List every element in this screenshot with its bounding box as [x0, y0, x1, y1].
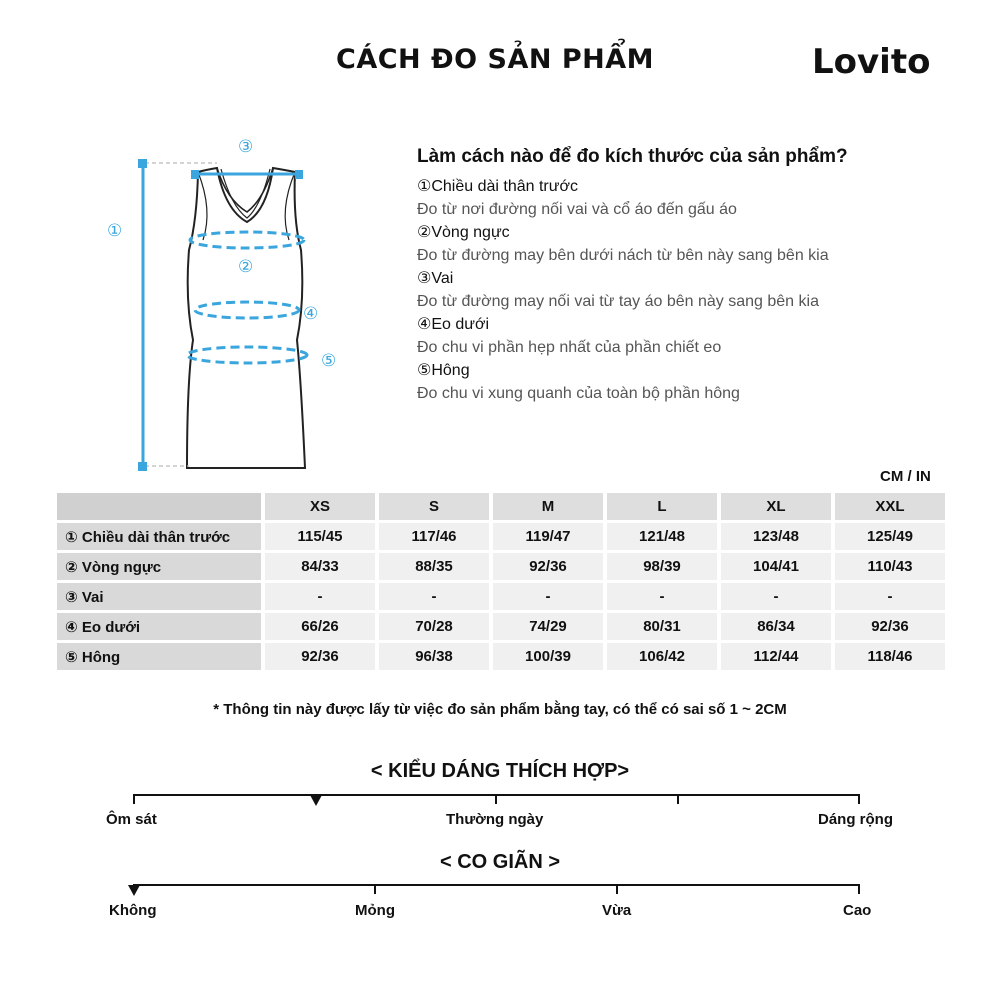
- size-header: XXL: [835, 493, 945, 520]
- row-label: ① Chiều dài thân trước: [57, 523, 261, 550]
- dress-outline: [187, 168, 305, 468]
- guide-item-desc: Đo từ đường may bên dưới nách từ bên này sang bên kia: [417, 247, 829, 264]
- page-title: CÁCH ĐO SẢN PHẨM: [336, 44, 654, 75]
- table-cell: 112/44: [721, 643, 831, 670]
- brand-logo: Lovito: [812, 42, 931, 82]
- stretch-tick: [374, 884, 376, 894]
- table-cell: 84/33: [265, 553, 375, 580]
- fit-tick: [133, 794, 135, 804]
- size-header: XL: [721, 493, 831, 520]
- fit-label-tight: Ôm sát: [106, 811, 157, 828]
- stretch-tick: [858, 884, 860, 894]
- guide-item-desc: Đo chu vi xung quanh của toàn bộ phần hông: [417, 385, 740, 402]
- table-row: [57, 553, 945, 580]
- fit-label-loose: Dáng rộng: [818, 811, 893, 828]
- table-cell: 104/41: [721, 553, 831, 580]
- table-cell: -: [265, 583, 375, 610]
- fit-tick: [858, 794, 860, 804]
- stretch-label-low: Mỏng: [355, 902, 395, 919]
- table-cell: -: [607, 583, 717, 610]
- table-cell: 96/38: [379, 643, 489, 670]
- table-row: [57, 613, 945, 640]
- size-header: S: [379, 493, 489, 520]
- fit-tick: [677, 794, 679, 804]
- table-cell: 119/47: [493, 523, 603, 550]
- fit-marker-icon: [310, 795, 322, 806]
- table-row: [57, 583, 945, 610]
- stretch-scale-title: < CO GIÃN >: [439, 851, 561, 873]
- table-cell: 86/34: [721, 613, 831, 640]
- table-corner-cell: [57, 493, 261, 520]
- table-header-row: [57, 493, 945, 520]
- stretch-label-none: Không: [109, 902, 157, 919]
- table-cell: 100/39: [493, 643, 603, 670]
- fit-label-regular: Thường ngày: [446, 811, 544, 828]
- table-cell: 106/42: [607, 643, 717, 670]
- guide-item-title: ③Vai: [417, 270, 454, 287]
- size-header: M: [493, 493, 603, 520]
- guide-item-title: ⑤Hông: [417, 362, 470, 379]
- guide-item-desc: Đo từ nơi đường nối vai và cổ áo đến gấu áo: [417, 201, 737, 218]
- table-cell: 88/35: [379, 553, 489, 580]
- stretch-scale-line: [133, 884, 860, 886]
- table-cell: -: [835, 583, 945, 610]
- guide-item-title: ④Eo dưới: [417, 316, 490, 333]
- row-label: ④ Eo dưới: [57, 613, 261, 640]
- table-cell: 121/48: [607, 523, 717, 550]
- size-header: XS: [265, 493, 375, 520]
- table-row: [57, 643, 945, 670]
- table-cell: 92/36: [265, 643, 375, 670]
- row-label: ⑤ Hông: [57, 643, 261, 670]
- size-table: [53, 490, 949, 673]
- guide-item-desc: Đo chu vi phần hẹp nhất của phần chiết eo: [417, 339, 722, 356]
- table-cell: 92/36: [835, 613, 945, 640]
- guide-item-desc: Đo từ đường may nối vai từ tay áo bên này sang bên kia: [417, 293, 819, 310]
- table-row: [57, 523, 945, 550]
- diagram-label-1: ①: [107, 221, 123, 241]
- size-header: L: [607, 493, 717, 520]
- fit-scale-title: < KIỂU DÁNG THÍCH HỢP>: [370, 760, 630, 782]
- stretch-label-medium: Vừa: [602, 902, 632, 919]
- table-cell: -: [493, 583, 603, 610]
- table-cell: 98/39: [607, 553, 717, 580]
- table-cell: 115/45: [265, 523, 375, 550]
- table-cell: 70/28: [379, 613, 489, 640]
- guide-question: Làm cách nào để đo kích thước của sản phẩm?: [417, 146, 848, 167]
- units-label: CM / IN: [880, 468, 931, 485]
- table-cell: 118/46: [835, 643, 945, 670]
- table-cell: 125/49: [835, 523, 945, 550]
- diagram-label-3: ③: [238, 137, 254, 157]
- fit-tick: [495, 794, 497, 804]
- table-cell: 92/36: [493, 553, 603, 580]
- dress-measurement-diagram: [95, 130, 375, 480]
- diagram-label-5: ⑤: [321, 351, 337, 371]
- guide-item-title: ②Vòng ngực: [417, 224, 510, 241]
- stretch-marker-icon: [128, 885, 140, 896]
- table-cell: 110/43: [835, 553, 945, 580]
- row-label: ③ Vai: [57, 583, 261, 610]
- table-cell: 74/29: [493, 613, 603, 640]
- table-cell: 117/46: [379, 523, 489, 550]
- table-cell: 80/31: [607, 613, 717, 640]
- stretch-label-high: Cao: [843, 902, 872, 919]
- diagram-label-2: ②: [238, 257, 254, 277]
- table-cell: -: [379, 583, 489, 610]
- diagram-label-4: ④: [303, 304, 319, 324]
- table-cell: 66/26: [265, 613, 375, 640]
- measurement-note: * Thông tin này được lấy từ việc đo sản phẩm bằng tay, có thể có sai số 1 ~ 2CM: [213, 701, 787, 718]
- measurement-guide: [417, 146, 977, 406]
- row-label: ② Vòng ngực: [57, 553, 261, 580]
- table-cell: 123/48: [721, 523, 831, 550]
- stretch-tick: [616, 884, 618, 894]
- table-cell: -: [721, 583, 831, 610]
- guide-item-title: ①Chiều dài thân trước: [417, 178, 578, 195]
